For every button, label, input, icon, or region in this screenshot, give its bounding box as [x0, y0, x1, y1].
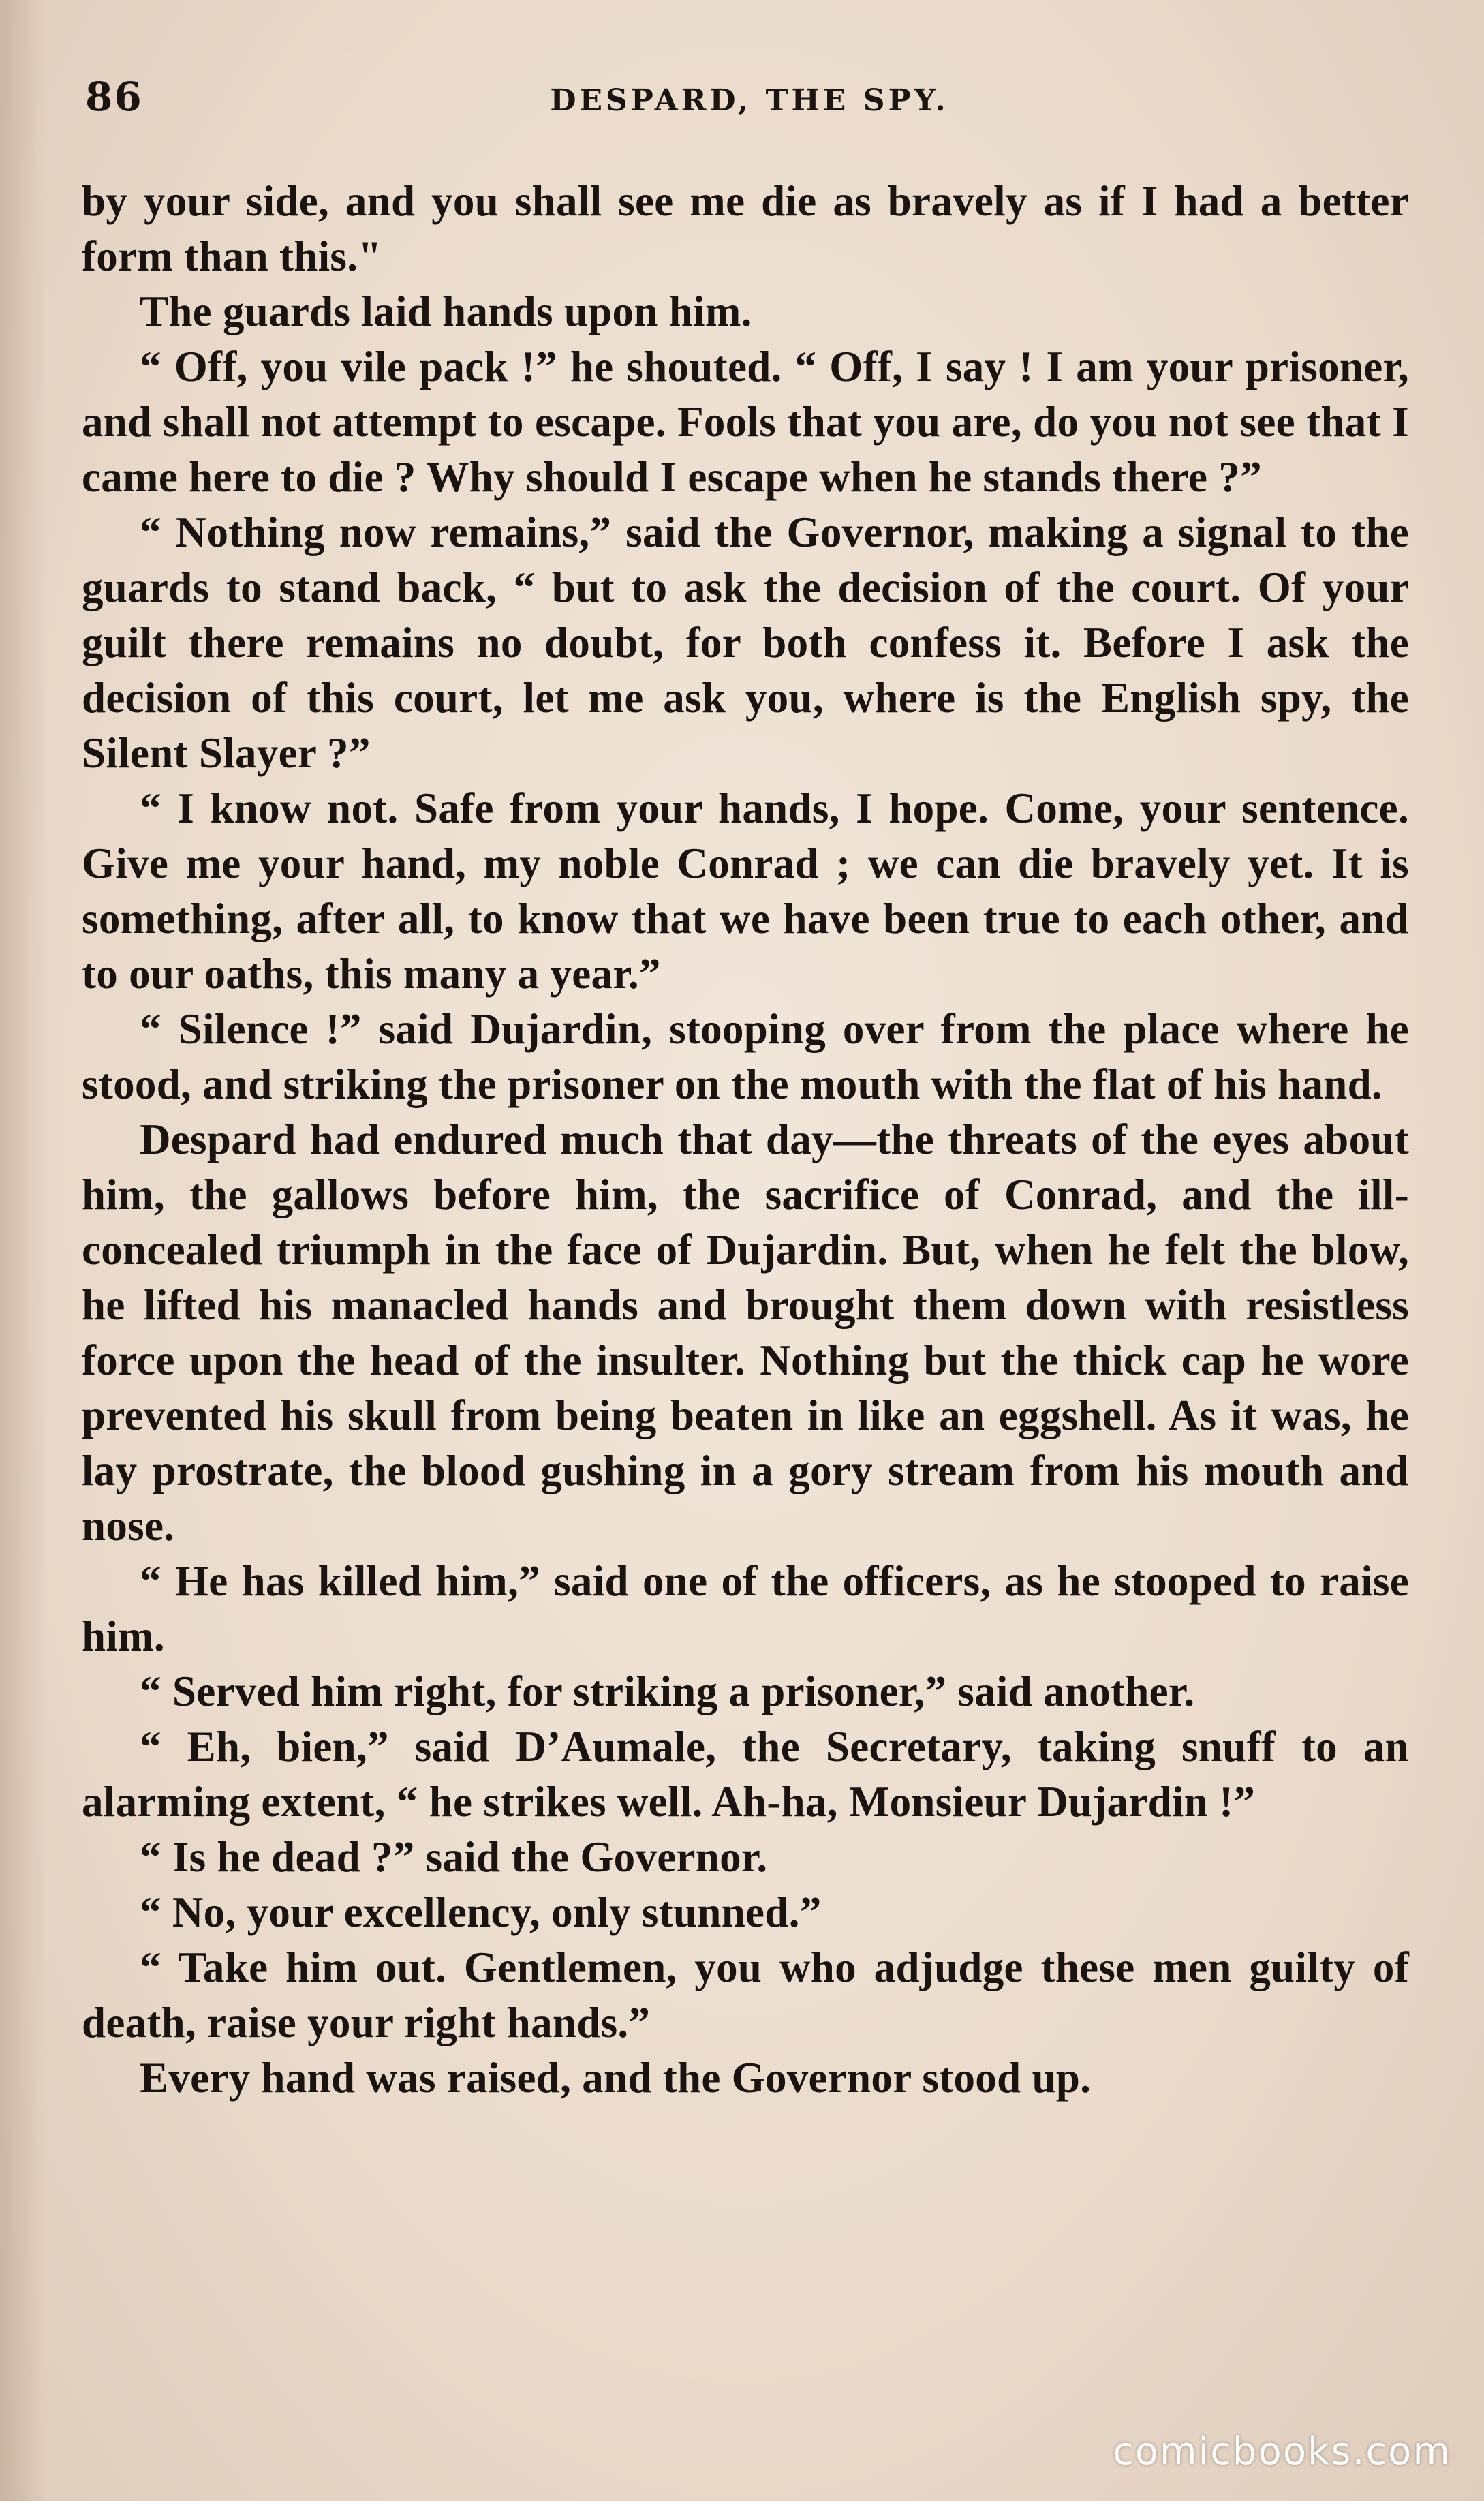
- paragraph: “ Take him out. Gentlemen, you who adjudge these men guilty of death, raise your right hands.”: [82, 1944, 1409, 2046]
- paragraph: “ Nothing now remains,” said the Governor, making a signal to the guards to stand back, “ but to ask the decision of the court. Of your guilt there remains no doubt, for both confess it. Before I ask the decision of this court, let me ask you, where is the English spy, the Silent Slayer ?”: [82, 508, 1409, 777]
- running-head: DESPARD, THE SPY.: [550, 83, 949, 118]
- page-header: [85, 74, 1414, 128]
- paragraph: Despard had endured much that day—the threats of the eyes about him, the gallows before him, the sacrifice of Conrad, and the ill-concealed triumph in the face of Dujardin. But, when he felt the blow, he lifted his manacled hands and brought them down with resistless force upon the head of the insulter. Nothing but the thick cap he wore prevented his skull from being beaten in like an eggshell. As it was, he lay prostrate, the blood gushing in a gory stream from his mouth and nose.: [82, 1116, 1409, 1550]
- paragraph: “ Eh, bien,” said D’Aumale, the Secretary, taking snuff to an alarming extent, “ he strikes well. Ah-ha, Monsieur Dujardin !”: [82, 1723, 1409, 1826]
- paragraph: “ He has killed him,” said one of the officers, as he stooped to raise him.: [82, 1557, 1409, 1660]
- paragraph: “ Off, you vile pack !” he shouted. “ Off, I say ! I am your prisoner, and shall not attempt to escape. Fools that you are, do you not see that I came here to die ? Why should I escape when he stands there ?”: [82, 343, 1409, 501]
- paragraph: “ No, your excellency, only stunned.”: [140, 1888, 822, 1936]
- paragraph: by your side, and you shall see me die as bravely as if I had a better form than this.": [82, 177, 1409, 280]
- paragraph: The guards laid hands upon him.: [140, 288, 752, 335]
- paragraph: Every hand was raised, and the Governor stood up.: [140, 2054, 1092, 2102]
- paragraph: “ I know not. Safe from your hands, I hope. Come, your sentence. Give me your hand, my noble Conrad ; we can die bravely yet. It is something, after all, to know that we have been true to each other, and to our oaths, this many a year.”: [82, 784, 1409, 998]
- paragraph: “ Silence !” said Dujardin, stooping over from the place where he stood, and striking the prisoner on the mouth with the flat of his hand.: [82, 1005, 1409, 1108]
- watermark: comicbooks.com: [1112, 2429, 1451, 2474]
- page-edge-shadow: [0, 0, 48, 2501]
- paragraph: “ Served him right, for striking a prisoner,” said another.: [140, 1668, 1195, 1715]
- body-text: [82, 174, 1409, 2106]
- paragraph: “ Is he dead ?” said the Governor.: [140, 1833, 768, 1881]
- page-number: 86: [85, 74, 143, 120]
